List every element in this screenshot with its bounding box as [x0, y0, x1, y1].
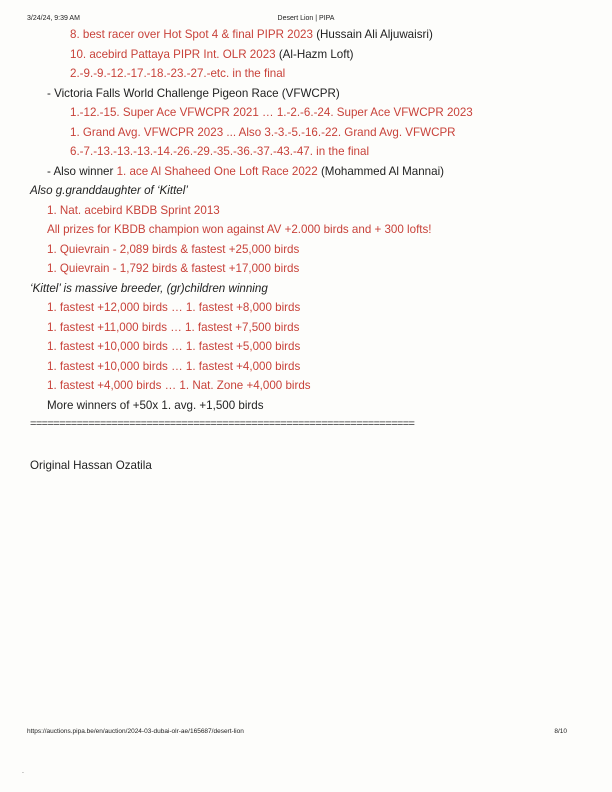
result-text: 1.-12.-15. Super Ace VFWCPR 2021 … 1.-2.-6.-24. Super Ace VFWCPR 2023	[70, 106, 473, 119]
stray-mark: .	[22, 768, 24, 775]
page-number: 8/10	[554, 728, 567, 735]
result-text: 1. Grand Avg. VFWCPR 2023 ... Also 3.-3.-5.-16.-22. Grand Avg. VFWCPR	[70, 125, 456, 139]
text-line	[0, 142, 612, 162]
result-text: 1. fastest +10,000 birds … 1. fastest +4,000 birds	[47, 359, 301, 373]
result-text: 1. fastest +11,000 birds … 1. fastest +7,500 birds	[47, 320, 300, 334]
text-line	[0, 123, 612, 143]
result-text: 1. Quievrain - 2,089 birds & fastest +25,000 birds	[47, 242, 300, 256]
text-line	[0, 25, 612, 45]
text-line	[0, 64, 612, 84]
label-text: ‘Kittel’ is massive breeder, (gr)children winning	[30, 281, 268, 295]
label-text: (Al-Hazm Loft)	[278, 47, 354, 61]
result-text: 1. fastest +4,000 birds … 1. Nat. Zone +4,000 birds	[47, 379, 311, 392]
credit-line: Original Hassan Ozatila	[30, 458, 152, 472]
spacer	[0, 435, 612, 456]
text-line	[0, 357, 612, 377]
text-line	[0, 318, 612, 338]
text-line	[0, 45, 612, 65]
result-text: 8. best racer over Hot Spot 4 & final PIPR 2023	[70, 28, 317, 41]
text-line	[0, 181, 612, 201]
label-text: - Victoria Falls World Challenge Pigeon Race (VFWCPR)	[47, 86, 340, 100]
footer-url[interactable]: https://auctions.pipa.be/en/auction/2024-03-dubai-olr-ae/165687/desert-lion	[27, 728, 244, 735]
document-body	[0, 25, 612, 475]
label-text: More winners of +50x 1. avg. +1,500 birds	[47, 398, 264, 412]
pedigree-lines	[0, 25, 612, 415]
label-text: (Hussain Ali Aljuwaisri)	[316, 28, 433, 41]
result-text: 2.-9.-9.-12.-17.-18.-23.-27.-etc. in the final	[70, 67, 286, 80]
result-text: 1. fastest +12,000 birds … 1. fastest +8,000 birds	[47, 301, 301, 314]
text-line	[0, 376, 612, 396]
label-text: Also g.granddaughter of ‘Kittel’	[30, 184, 188, 197]
page-title: Desert Lion | PIPA	[277, 15, 335, 22]
text-line	[0, 84, 612, 104]
result-text: 1. fastest +10,000 birds … 1. fastest +5,000 birds	[47, 340, 301, 353]
result-text: 6.-7.-13.-13.-13.-14.-26.-29.-35.-36.-37.-43.-47. in the final	[70, 145, 370, 158]
text-line	[0, 201, 612, 221]
text-line	[0, 259, 612, 279]
text-line	[0, 162, 612, 182]
result-text: 1. ace Al Shaheed One Loft Race 2022	[116, 164, 321, 178]
separator-line: ==================================================================	[30, 418, 415, 430]
text-line	[0, 337, 612, 357]
text-line	[0, 396, 612, 416]
label-text: (Mohammed Al Mannai)	[320, 164, 445, 178]
text-line	[0, 220, 612, 240]
print-datetime: 3/24/24, 9:39 AM	[27, 15, 80, 22]
text-line	[0, 103, 612, 123]
result-text: 1. Quievrain - 1,792 birds & fastest +17,000 birds	[47, 262, 300, 275]
label-text: - Also winner	[47, 164, 117, 178]
result-text: 1. Nat. acebird KBDB Sprint 2013	[47, 203, 220, 217]
text-line	[0, 240, 612, 260]
text-line	[0, 298, 612, 318]
text-line	[0, 279, 612, 299]
result-text: 10. acebird Pattaya PIPR Int. OLR 2023	[70, 47, 279, 61]
result-text: All prizes for KBDB champion won against AV +2.000 birds and + 300 lofts!	[47, 223, 432, 236]
